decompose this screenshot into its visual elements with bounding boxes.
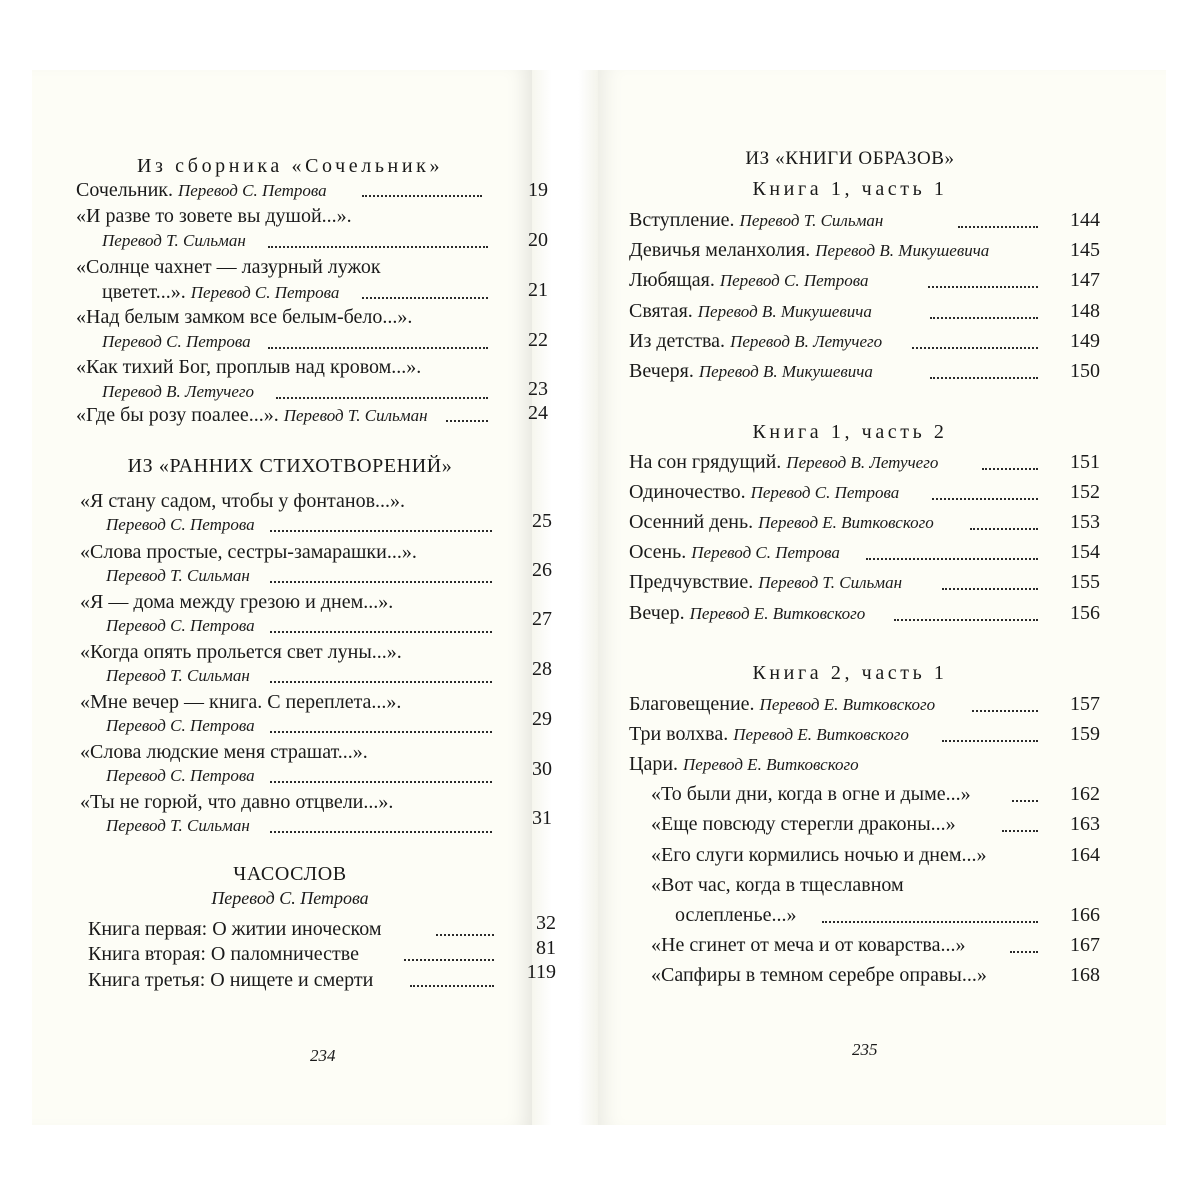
entry-translator: Перевод Е. Витковского [758, 513, 934, 532]
dot-leader [866, 558, 1038, 560]
entry-title: Сочельник. [76, 179, 173, 201]
entry-translator: Перевод Е. Витковского [733, 725, 909, 744]
toc-entry-title [629, 450, 938, 475]
toc-entry-title [76, 178, 327, 203]
entry-translator: Перевод С. Петрова [102, 332, 251, 351]
entry-translator: Перевод Т. Сильман [106, 566, 250, 585]
page-number: 156 [1070, 602, 1100, 624]
entry-translator: Перевод Т. Сильман [106, 666, 250, 685]
entry-title: «Где бы розу поалее...». [76, 404, 279, 426]
page-number: 30 [532, 758, 552, 780]
page-number: 20 [528, 229, 548, 251]
dot-leader [270, 581, 492, 583]
dot-leader [362, 297, 488, 299]
entry-translator: Перевод В. Летучего [102, 382, 255, 401]
toc-subentry-title: «Сапфиры в темном серебре оправы...» [651, 964, 987, 986]
entry-translator: Перевод Т. Сильман [102, 231, 246, 250]
page-number: 81 [536, 937, 556, 959]
page-number: 32 [536, 912, 556, 934]
page-number: 164 [1070, 844, 1100, 866]
entry-title: Вступление. [629, 209, 735, 231]
entry-translator: Перевод В. Микушевича [815, 241, 990, 260]
page-number: 153 [1070, 511, 1100, 533]
page-number: 162 [1070, 783, 1100, 805]
dot-leader [404, 959, 494, 961]
toc-entry-title [629, 268, 869, 293]
toc-entry-title [629, 299, 872, 324]
toc-entry-title: Книга вторая: О паломничестве [88, 943, 359, 965]
entry-translator: Перевод С. Петрова [177, 181, 327, 200]
toc-entry-title-cont [102, 280, 339, 305]
page-number: 27 [532, 608, 552, 630]
page-number: 154 [1070, 541, 1100, 563]
page-number: 155 [1070, 571, 1100, 593]
dot-leader [270, 731, 492, 733]
dot-leader [928, 286, 1038, 288]
toc-entry-title: «Над белым замком все белым-бело...». [76, 306, 413, 328]
page-number: 26 [532, 559, 552, 581]
toc-entry-title [629, 238, 989, 263]
entry-translator: Перевод С. Петрова [719, 271, 869, 290]
page-number: 166 [1070, 904, 1100, 926]
entry-title: Девичья меланхолия. [629, 239, 811, 261]
page-number: 163 [1070, 813, 1100, 835]
dot-leader [362, 195, 482, 197]
page-number: 147 [1070, 269, 1100, 291]
entry-title: Осенний день. [629, 511, 754, 533]
section-title-early-poems: ИЗ «РАННИХ СТИХОТВОРЕНИЙ» [127, 455, 453, 477]
dot-leader [930, 377, 1038, 379]
section-title-chasoslov: ЧАСОСЛОВ [233, 863, 347, 885]
entry-translator: Перевод Т. Сильман [739, 211, 884, 230]
dot-leader [268, 246, 488, 248]
page-number: 150 [1070, 360, 1100, 382]
dot-leader [276, 397, 488, 399]
toc-subentry-title: «То были дни, когда в огне и дыме...» [651, 783, 971, 805]
entry-title: Одиночество. [629, 481, 746, 503]
toc-entry-title: «Слова людские меня страшат...». [80, 741, 368, 763]
dot-leader [942, 740, 1038, 742]
toc-entry-title: Книга третья: О нищете и смерти [88, 969, 374, 991]
dot-leader [958, 226, 1038, 228]
dot-leader [894, 619, 1038, 621]
page-number: 28 [532, 658, 552, 680]
dot-leader [930, 317, 1038, 319]
entry-title: Осень. [629, 541, 687, 563]
entry-title: Святая. [629, 300, 693, 322]
dot-leader [270, 781, 492, 783]
toc-entry-title [629, 480, 899, 505]
toc-subentry-title: «Еще повсюду стерегли драконы...» [651, 813, 956, 835]
toc-entry-title [629, 692, 935, 717]
toc-entry-title: Книга первая: О житии иноческом [88, 918, 382, 940]
dot-leader [932, 498, 1038, 500]
section-title-book-of-images: ИЗ «КНИГИ ОБРАЗОВ» [745, 148, 955, 169]
page-number: 151 [1070, 451, 1100, 473]
toc-entry-title: «Ты не горюй, что давно отцвели...». [80, 791, 394, 813]
entry-translator: Перевод Е. Витковского [683, 755, 859, 774]
entry-title: Предчувствие. [629, 571, 754, 593]
entry-title: Благовещение. [629, 693, 755, 715]
entry-translator: Перевод Т. Сильман [106, 816, 250, 835]
subsection-title: Книга 1, часть 1 [752, 178, 948, 200]
toc-subentry-title: «Не сгинет от меча и от коварства...» [651, 934, 966, 956]
dot-leader [1002, 830, 1038, 832]
section-translator: Перевод С. Петрова [211, 888, 369, 908]
subsection-title: Книга 2, часть 1 [752, 662, 948, 684]
page-number: 168 [1070, 964, 1100, 986]
toc-subentry-title: «Вот час, когда в тщеславном [651, 874, 904, 896]
entry-translator: Перевод Т. Сильман [283, 406, 428, 425]
toc-entry-title [629, 510, 934, 535]
entry-translator: Перевод С. Петрова [106, 515, 255, 534]
dot-leader [972, 710, 1038, 712]
toc-entry-title: «Как тихий Бог, проплыв над кровом...». [76, 356, 422, 378]
entry-translator: Перевод В. Микушевича [697, 302, 872, 321]
toc-entry-title: «Солнце чахнет — лазурный лужок [76, 256, 381, 278]
entry-title: Любящая. [629, 269, 715, 291]
entry-title: цветет...». [102, 281, 186, 303]
page-number: 24 [528, 402, 548, 424]
toc-entry-title [629, 359, 873, 384]
page-number: 19 [528, 179, 548, 201]
toc-entry-title: «И разве то зовете вы душой...». [76, 205, 352, 227]
toc-subentry-title-cont: ослепленье...» [675, 904, 797, 926]
toc-entry-title: «Я — дома между грезою и днем...». [80, 591, 394, 613]
dot-leader [822, 921, 1038, 923]
page-number: 148 [1070, 300, 1100, 322]
dot-leader [270, 631, 492, 633]
toc-entry-title: «Слова простые, сестры-замарашки...». [80, 541, 417, 563]
entry-title: Из детства. [629, 330, 726, 352]
dot-leader [942, 588, 1038, 590]
entry-translator: Перевод В. Микушевича [698, 362, 873, 381]
toc-entry-title [629, 540, 840, 565]
dot-leader [912, 347, 1038, 349]
dot-leader [268, 347, 488, 349]
entry-translator: Перевод С. Петрова [106, 716, 255, 735]
dot-leader [270, 831, 492, 833]
entry-translator: Перевод С. Петрова [691, 543, 840, 562]
entry-translator: Перевод Е. Витковского [689, 604, 866, 623]
dot-leader [1010, 951, 1038, 953]
toc-entry-title: «Я стану садом, чтобы у фонтанов...». [80, 490, 406, 512]
toc-entry-title [629, 208, 883, 233]
toc-entry-title: «Мне вечер — книга. С переплета...». [80, 691, 402, 713]
dot-leader [410, 985, 494, 987]
entry-translator: Перевод Т. Сильман [758, 573, 903, 592]
entry-translator: Перевод В. Летучего [730, 332, 883, 351]
entry-title: Цари. [629, 753, 679, 775]
page-number: 157 [1070, 693, 1100, 715]
dot-leader [970, 528, 1038, 530]
entry-translator: Перевод С. Петрова [106, 616, 255, 635]
toc-entry-title [629, 752, 859, 777]
toc-entry-title: «Когда опять прольется свет луны...». [80, 641, 402, 663]
toc-entry-title [629, 722, 909, 747]
page-number: 159 [1070, 723, 1100, 745]
subsection-title: Книга 1, часть 2 [752, 421, 948, 443]
dot-leader [436, 934, 494, 936]
dot-leader [270, 530, 492, 532]
page-folio: 234 [310, 1046, 336, 1065]
toc-entry-title [629, 329, 882, 354]
page-number: 145 [1070, 239, 1100, 261]
page-number: 22 [528, 329, 548, 351]
page-number: 21 [528, 279, 548, 301]
page-number: 29 [532, 708, 552, 730]
page-folio: 235 [852, 1040, 878, 1059]
page-number: 31 [532, 807, 552, 829]
toc-subentry-title: «Его слуги кормились ночью и днем...» [651, 844, 987, 866]
page-number: 23 [528, 378, 548, 400]
page-number: 144 [1070, 209, 1100, 231]
page-number: 167 [1070, 934, 1100, 956]
dot-leader [1012, 800, 1038, 802]
entry-translator: Перевод В. Летучего [786, 453, 939, 472]
entry-title: Вечер. [629, 602, 685, 624]
page-number: 25 [532, 510, 552, 532]
entry-translator: Перевод С. Петрова [106, 766, 255, 785]
toc-entry-title [76, 403, 428, 428]
dot-leader [446, 420, 488, 422]
dot-leader [270, 681, 492, 683]
toc-entry-title [629, 601, 865, 626]
entry-translator: Перевод С. Петрова [190, 283, 340, 302]
entry-title: На сон грядущий. [629, 451, 782, 473]
page-number: 152 [1070, 481, 1100, 503]
page-number: 119 [526, 961, 556, 983]
toc-entry-title [629, 570, 902, 595]
entry-translator: Перевод Е. Витковского [759, 695, 936, 714]
dot-leader [982, 468, 1038, 470]
section-title-sochelnik: Из сборника «Сочельник» [136, 155, 444, 177]
entry-translator: Перевод С. Петрова [750, 483, 900, 502]
entry-title: Три волхва. [629, 723, 729, 745]
entry-title: Вечеря. [629, 360, 694, 382]
page-number: 149 [1070, 330, 1100, 352]
